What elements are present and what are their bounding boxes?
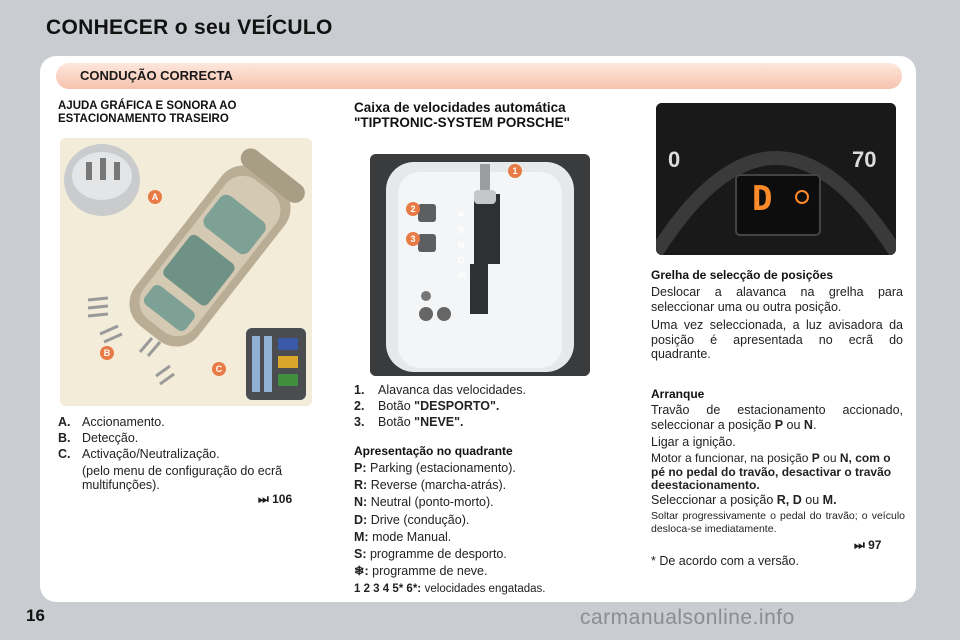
start-paragraph-3: Motor a funcionar, na posição P ou N, com o pé no pedal do travão, desactivar o travão deestacionamento. <box>651 451 892 492</box>
gate-label: N <box>458 240 465 250</box>
grid-heading: Grelha de selecção de posições <box>651 268 834 282</box>
page-number: 16 <box>26 606 45 625</box>
instrument-display-illustration <box>656 103 896 255</box>
list-item: 1. Alavanca das velocidades. <box>354 383 527 397</box>
dash-scale-left: 0 <box>668 147 681 172</box>
gate-label: M <box>458 270 466 280</box>
grid-paragraph-1: Deslocar a alavanca na grelha para seleccionar uma ou outra posição. <box>651 285 903 314</box>
list-item: A. Accionamento. <box>58 415 165 429</box>
parking-aid-list <box>58 414 318 492</box>
gate-label: P <box>458 210 465 220</box>
marker-c: C <box>212 362 226 376</box>
list-item: N: Neutral (ponto-morto). <box>354 495 494 510</box>
list-item: P: Parking (estacionamento). <box>354 461 516 475</box>
parking-aid-heading: AJUDA GRÁFICA E SONORA AO ESTACIONAMENTO TRASEIRO <box>58 100 237 125</box>
start-heading: Arranque <box>651 387 705 401</box>
list-item: ❄: programme de neve. <box>354 564 488 579</box>
list-item: D: Drive (condução). <box>354 512 470 527</box>
list-item: B. Detecção. <box>58 431 139 445</box>
gearbox-heading: Caixa de velocidades automática "TIPTRONIC-SYSTEM PORSCHE" <box>354 100 571 130</box>
car-top-view-icon <box>60 138 312 406</box>
page-ref-106: ⏭ 106 <box>258 492 293 506</box>
marker-2: 2 <box>406 202 420 216</box>
list-item: 1 2 3 4 5* 6*: velocidades engatadas. <box>354 583 546 596</box>
start-paragraph-4: Seleccionar a posição R, D ou M. <box>651 493 837 507</box>
footnote: * De acordo com a versão. <box>651 554 799 568</box>
gear-selector-illustration <box>370 154 590 376</box>
start-paragraph-2: Ligar a ignição. <box>651 435 736 449</box>
parking-aid-illustration <box>60 138 312 406</box>
marker-a: A <box>148 190 162 204</box>
gearbox-list <box>354 382 604 430</box>
dash-gear-letter: D <box>752 179 773 219</box>
gear-selector-icon <box>370 154 590 376</box>
display-list <box>354 460 604 599</box>
list-item: S: programme de desporto. <box>354 547 507 562</box>
gate-labels <box>458 208 466 283</box>
list-item: C. Activação/Neutralização. <box>58 447 220 461</box>
marker-1: 1 <box>508 164 522 178</box>
marker-b: B <box>100 346 114 360</box>
gate-label: D <box>458 255 465 265</box>
section-title: CONDUÇÃO CORRECTA <box>80 68 233 83</box>
list-item: 3. Botão "NEVE". <box>354 415 464 429</box>
speedometer-icon <box>656 103 896 255</box>
list-item: 2. Botão "DESPORTO". <box>354 399 500 413</box>
section-banner <box>56 63 902 89</box>
page-ref-97: ⏭ 97 <box>854 538 882 552</box>
list-item: M: mode Manual. <box>354 529 452 544</box>
watermark: carmanualsonline.info <box>580 606 795 629</box>
dash-scale-right: 70 <box>852 147 877 172</box>
page-title: CONHECER o seu VEÍCULO <box>46 16 333 39</box>
start-small-note: Soltar progressivamente o pedal do travão; o veículo desloca-se imediatamente. <box>651 510 905 535</box>
start-paragraph-1: Travão de estacionamento accionado, seleccionar a posição P ou N. <box>651 403 903 432</box>
grid-paragraph-2: Uma vez seleccionada, a luz avisadora da posição é apresentada no ecrã do quadrante. <box>651 318 903 361</box>
display-heading: Apresentação no quadrante <box>354 444 513 458</box>
gate-label: R <box>458 225 465 235</box>
list-item: R: Reverse (marcha-atrás). <box>354 478 507 493</box>
marker-3: 3 <box>406 232 420 246</box>
parking-aid-note: (pelo menu de configuração do ecrã multifunções). <box>82 464 283 492</box>
